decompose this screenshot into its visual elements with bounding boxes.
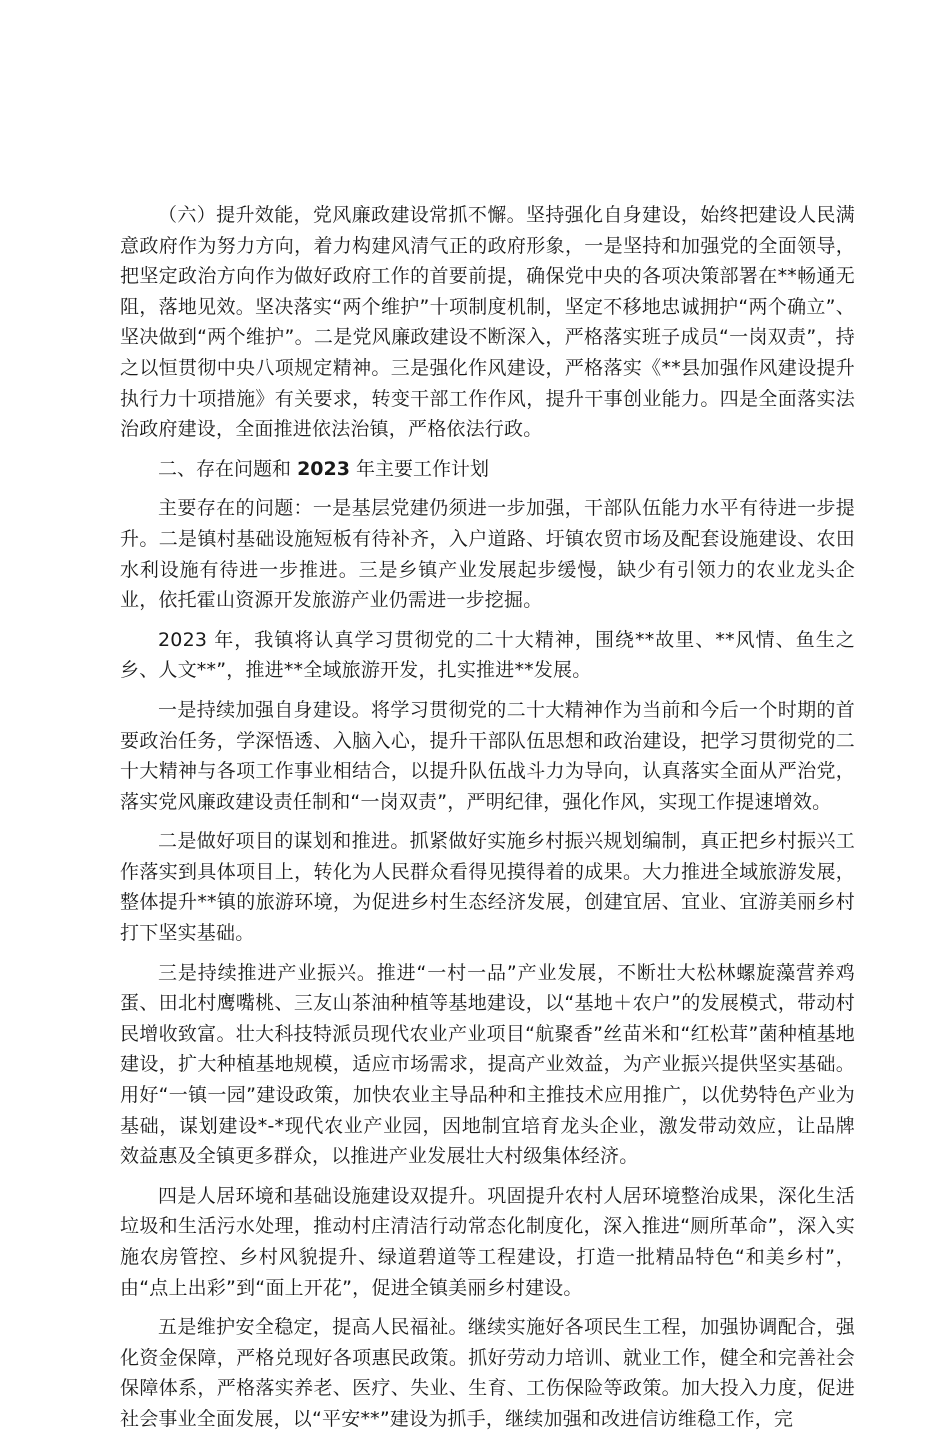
- document-page: [120, 200, 855, 1444]
- paragraph-projects: 二是做好项目的谋划和推进。抓紧做好实施乡村振兴规划编制，真正把乡村振兴工作落实到具体项目上，转化为人民群众看得见摸得着的成果。大力推进全域旅游发展，整体提升**镇的旅游环境，为促进乡村生态经济发展，创建宜居、宜业、宜游美丽乡村打下坚实基础。: [120, 830, 855, 945]
- paragraph-environment: 四是人居环境和基础设施建设双提升。巩固提升农村人居环境整治成果，深化生活垃圾和生活污水处理，推动村庄清洁行动常态化制度化，深入推进“厕所革命”，深入实施农房管控、乡村风貌提升、绿道碧道等工程建设，打造一批精品特色“和美乡村”，由“点上出彩”到“面上开花”，促进全镇美丽乡村建设。: [120, 1184, 855, 1299]
- paragraph-safety: 五是维护安全稳定，提高人民福祉。继续实施好各项民生工程，加强协调配合，强化资金保障，严格兑现好各项惠民政策。抓好劳动力培训、就业工作，健全和完善社会保障体系，严格落实养老、医疗、失业、生育、工伤保险等政策。加大投入力度，促进社会事业全面发展，以“平安**”建设为抓手，继续加强和改进信访维稳工作，完: [120, 1316, 855, 1430]
- paragraph-problems: 主要存在的问题：一是基层党建仍须进一步加强，干部队伍能力水平有待进一步提升。二是镇村基础设施短板有待补齐，入户道路、圩镇农贸市场及配套设施建设、农田水利设施有待进一步推进。三是乡镇产业发展起步缓慢，缺少有引领力的农业龙头企业，依托霍山资源开发旅游产业仍需进一步挖掘。: [120, 497, 855, 612]
- paragraph-self-building: 一是持续加强自身建设。将学习贯彻党的二十大精神作为当前和今后一个时期的首要政治任务，学深悟透、入脑入心，提升干部队伍思想和政治建设，把学习贯彻党的二十大精神与各项工作事业相结合，以提升队伍战斗力为导向，认真落实全面从严治党，落实党风廉政建设责任制和“一岗双责”，严明纪律，强化作风，实现工作提速增效。: [120, 698, 855, 813]
- paragraph-industry: 三是持续推进产业振兴。推进“一村一品”产业发展，不断壮大松林螺旋藻营养鸡蛋、田北村鹰嘴桃、三友山茶油种植等基地建设，以“基地＋农户”的发展模式，带动村民增收致富。壮大科技特派员现代农业产业项目“航聚香”丝苗米和“红松茸”菌种植基地建设，扩大种植基地规模，适应市场需求，提高产业效益，为产业振兴提供坚实基础。用好“一镇一园”建设政策，加快农业主导品种和主推技术应用推广，以优势特色产业为基础，谋划建设*-*现代农业产业园，因地制宜培育龙头企业，激发带动效应，让品牌效益惠及全镇更多群众，以推进产业发展壮大村级集体经济。: [120, 961, 855, 1168]
- section-heading-suffix: 年主要工作计划: [356, 457, 490, 480]
- section-heading-prefix: 二、存在问题和: [158, 457, 292, 480]
- paragraph-2023-plan: 2023 年，我镇将认真学习贯彻党的二十大精神，围绕**故里、**风情、鱼生之乡、人文**”，推进**全域旅游开发，扎实推进**发展。: [120, 628, 855, 682]
- section-heading-year: 2023: [297, 457, 350, 480]
- section-heading: [120, 454, 855, 485]
- paragraph-efficiency: （六）提升效能，党风廉政建设常抓不懈。坚持强化自身建设，始终把建设人民满意政府作为努力方向，着力构建风清气正的政府形象，一是坚持和加强党的全面领导，把坚定政治方向作为做好政府工作的首要前提，确保党中央的各项决策部署在**畅通无阻，落地见效。坚决落实“两个维护”十项制度机制，坚定不移地忠诚拥护“两个确立”、坚决做到“两个维护”。二是党风廉政建设不断深入，严格落实班子成员“一岗双责”，持之以恒贯彻中央八项规定精神。三是强化作风建设，严格落实《**县加强作风建设提升执行力十项措施》有关要求，转变干部工作作风，提升干事创业能力。四是全面落实法治政府建设，全面推进依法治镇，严格依法行政。: [120, 204, 855, 441]
